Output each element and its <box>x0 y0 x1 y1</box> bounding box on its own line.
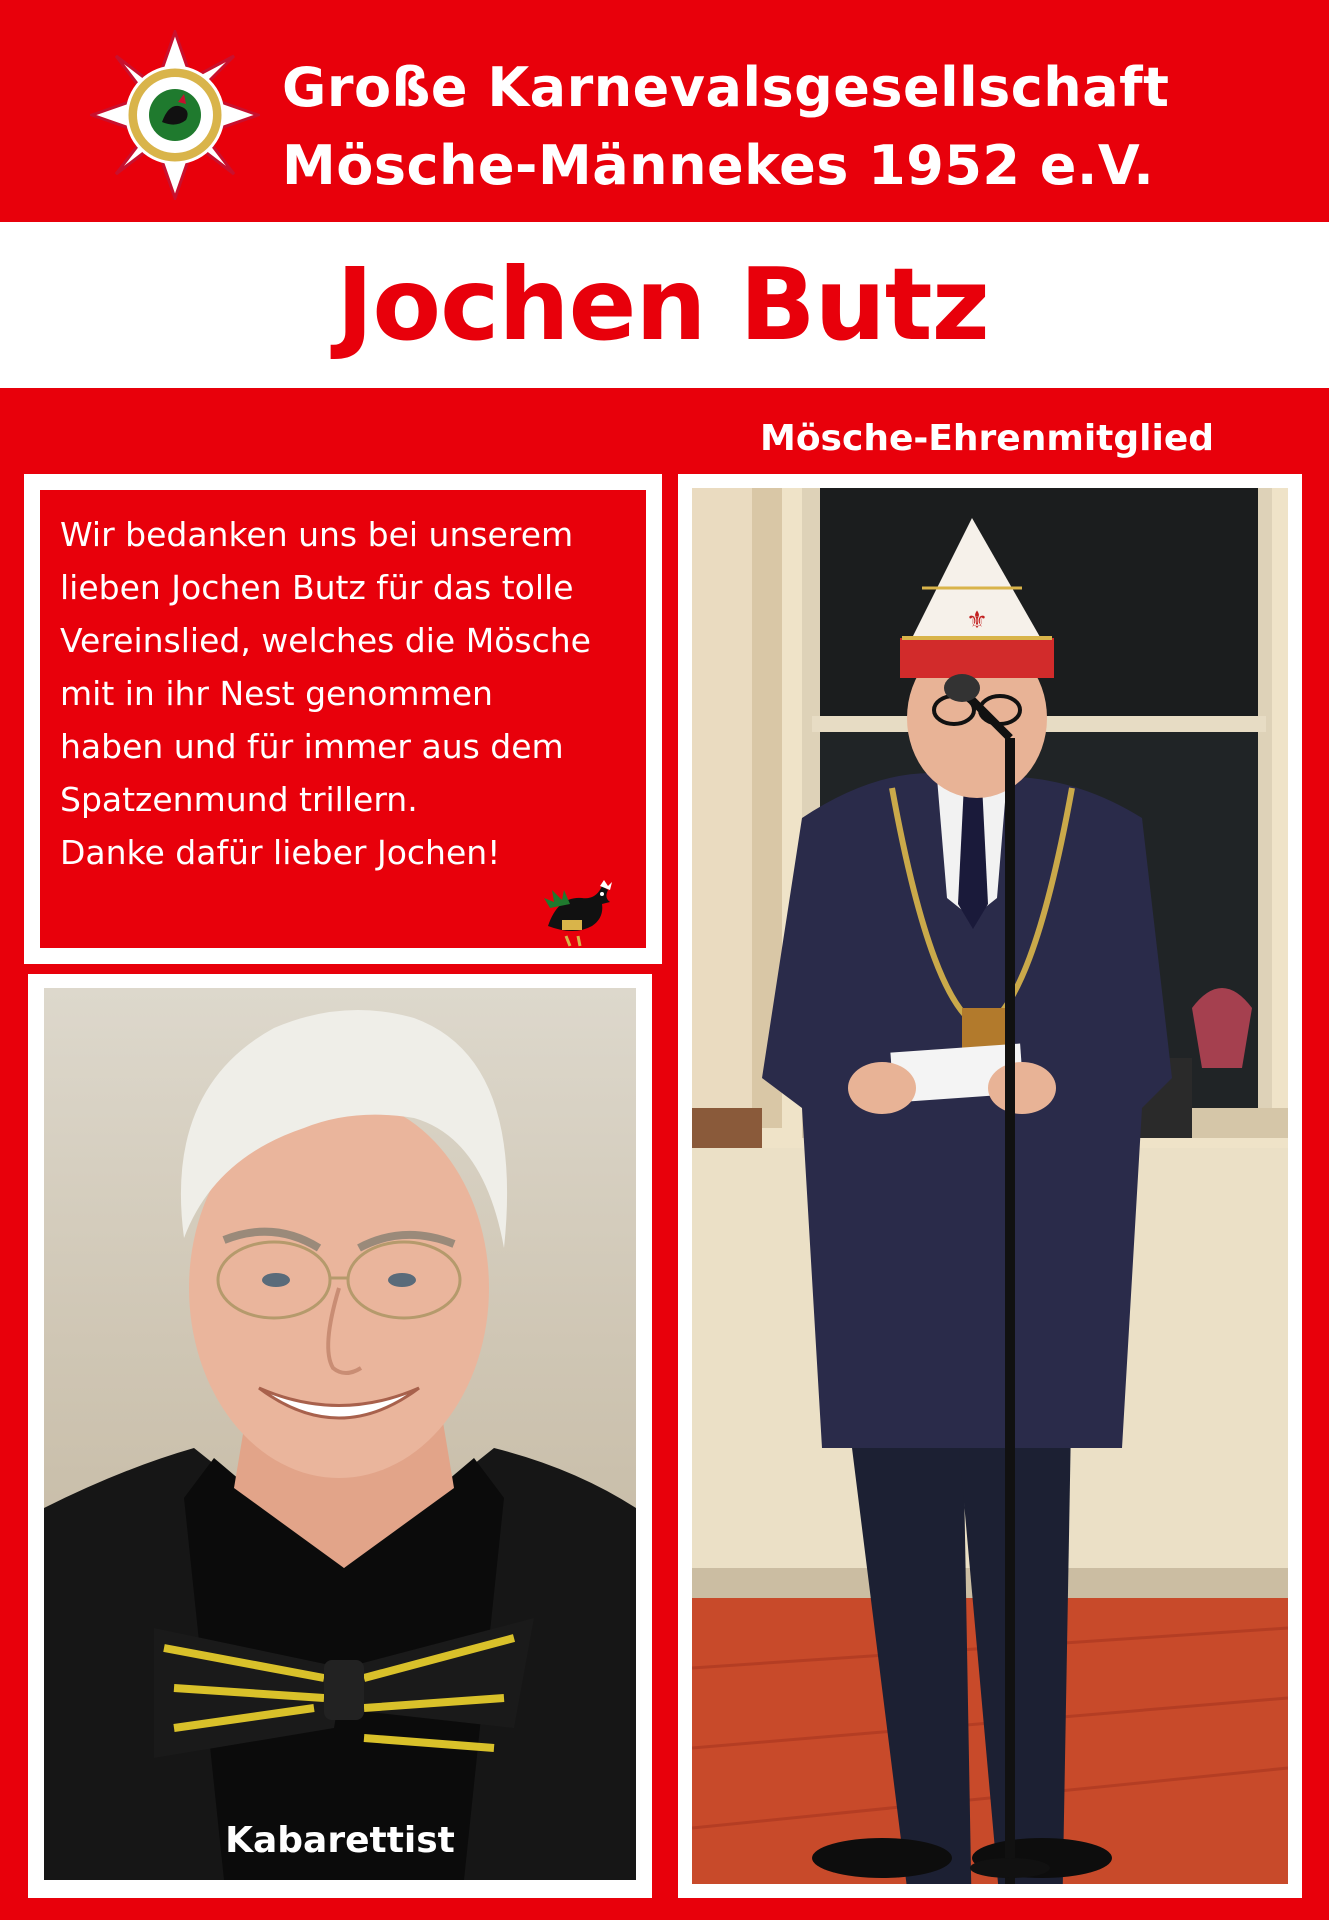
header-banner <box>0 0 1329 222</box>
thanks-line: mit in ihr Nest genommen <box>60 674 493 713</box>
thanks-line: Danke dafür lieber Jochen! <box>60 833 501 872</box>
portrait-photo <box>44 988 636 1880</box>
portrait-illustration <box>44 988 636 1880</box>
portrait-caption: Kabarettist <box>225 1820 455 1861</box>
thanks-text <box>60 508 660 879</box>
stage-illustration <box>692 488 1288 1884</box>
org-name-line-2: Mösche-Männekes 1952 e.V. <box>282 134 1155 197</box>
page-title: Jochen Butz <box>336 246 989 363</box>
stage-photo <box>692 488 1288 1884</box>
thanks-line: haben und für immer aus dem <box>60 727 564 766</box>
club-crest-icon <box>90 30 260 200</box>
thanks-line: Spatzenmund trillern. <box>60 780 418 819</box>
hat-emblem: ⚜ <box>966 606 988 634</box>
thanks-line: Vereinslied, welches die Mösche <box>60 621 591 660</box>
honor-label: Mösche-Ehrenmitglied <box>760 418 1215 459</box>
thanks-line: Wir bedanken uns bei unserem <box>60 515 574 554</box>
org-name-line-1: Große Karnevalsgesellschaft <box>282 56 1170 119</box>
rooster-icon <box>540 878 620 948</box>
thanks-line: lieben Jochen Butz für das tolle <box>60 568 574 607</box>
name-band <box>0 222 1329 388</box>
